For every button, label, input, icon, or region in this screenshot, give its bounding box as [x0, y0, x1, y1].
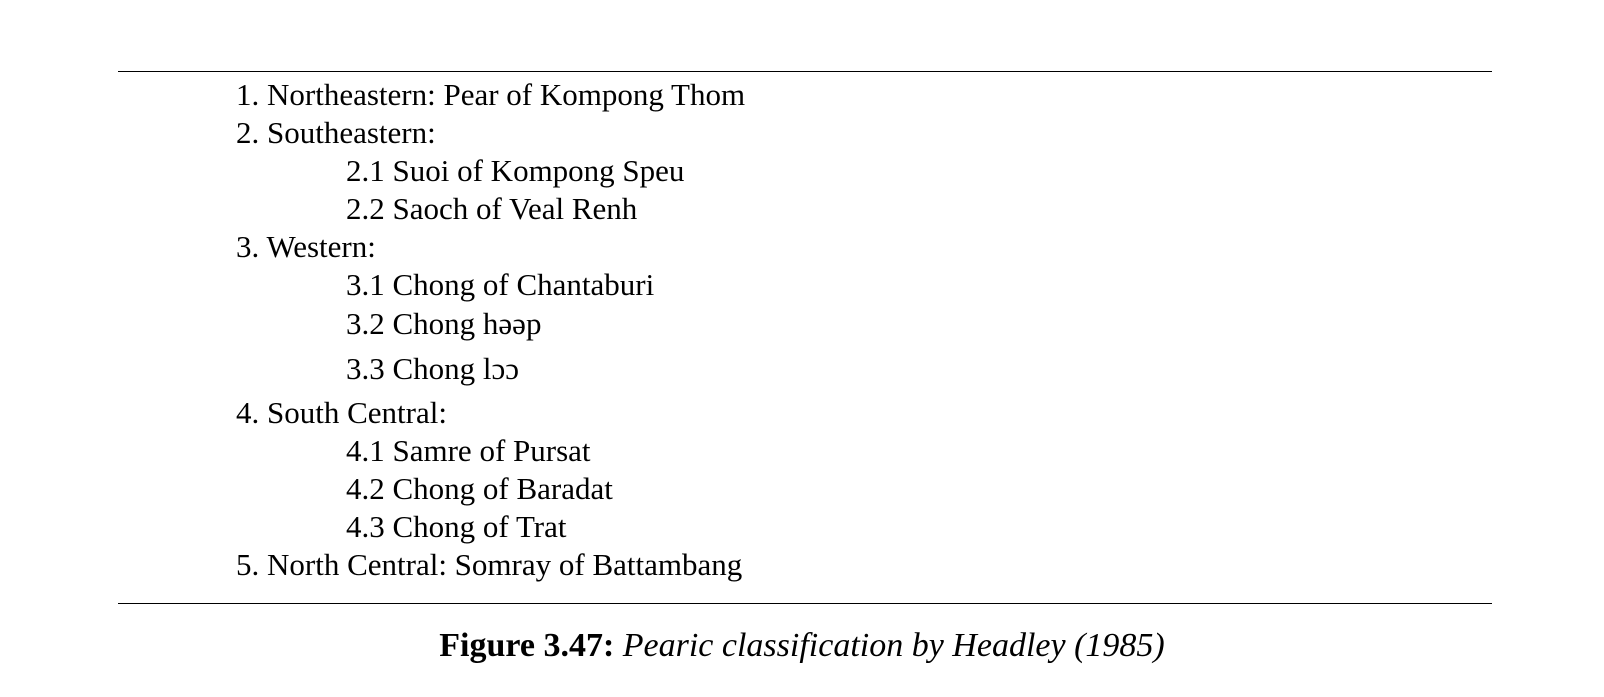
list-item: 4. South Central: — [236, 395, 447, 430]
figure-caption — [0, 626, 1604, 666]
list-item: 1. Northeastern: Pear of Kompong Thom — [236, 77, 746, 112]
list-item: 3. Western: — [236, 229, 376, 264]
list-item: 2.2 Saoch of Veal Renh — [346, 191, 638, 226]
list-item: 5. North Central: Somray of Battambang — [236, 547, 743, 582]
list-item: 4.2 Chong of Baradat — [346, 471, 613, 506]
bottom-rule — [118, 603, 1492, 604]
list-item: 4.3 Chong of Trat — [346, 509, 567, 544]
figure-title: Pearic classification by Headley (1985) — [622, 627, 1165, 664]
list-item: 3.1 Chong of Chantaburi — [346, 267, 655, 302]
figure-label: Figure 3.47: — [439, 627, 615, 664]
list-item: 3.3 Chong lɔɔ — [346, 351, 520, 386]
list-item: 2. Southeastern: — [236, 115, 436, 150]
list-item: 4.1 Samre of Pursat — [346, 433, 591, 468]
list-item: 2.1 Suoi of Kompong Speu — [346, 153, 685, 188]
list-item: 3.2 Chong həəp — [346, 306, 542, 341]
